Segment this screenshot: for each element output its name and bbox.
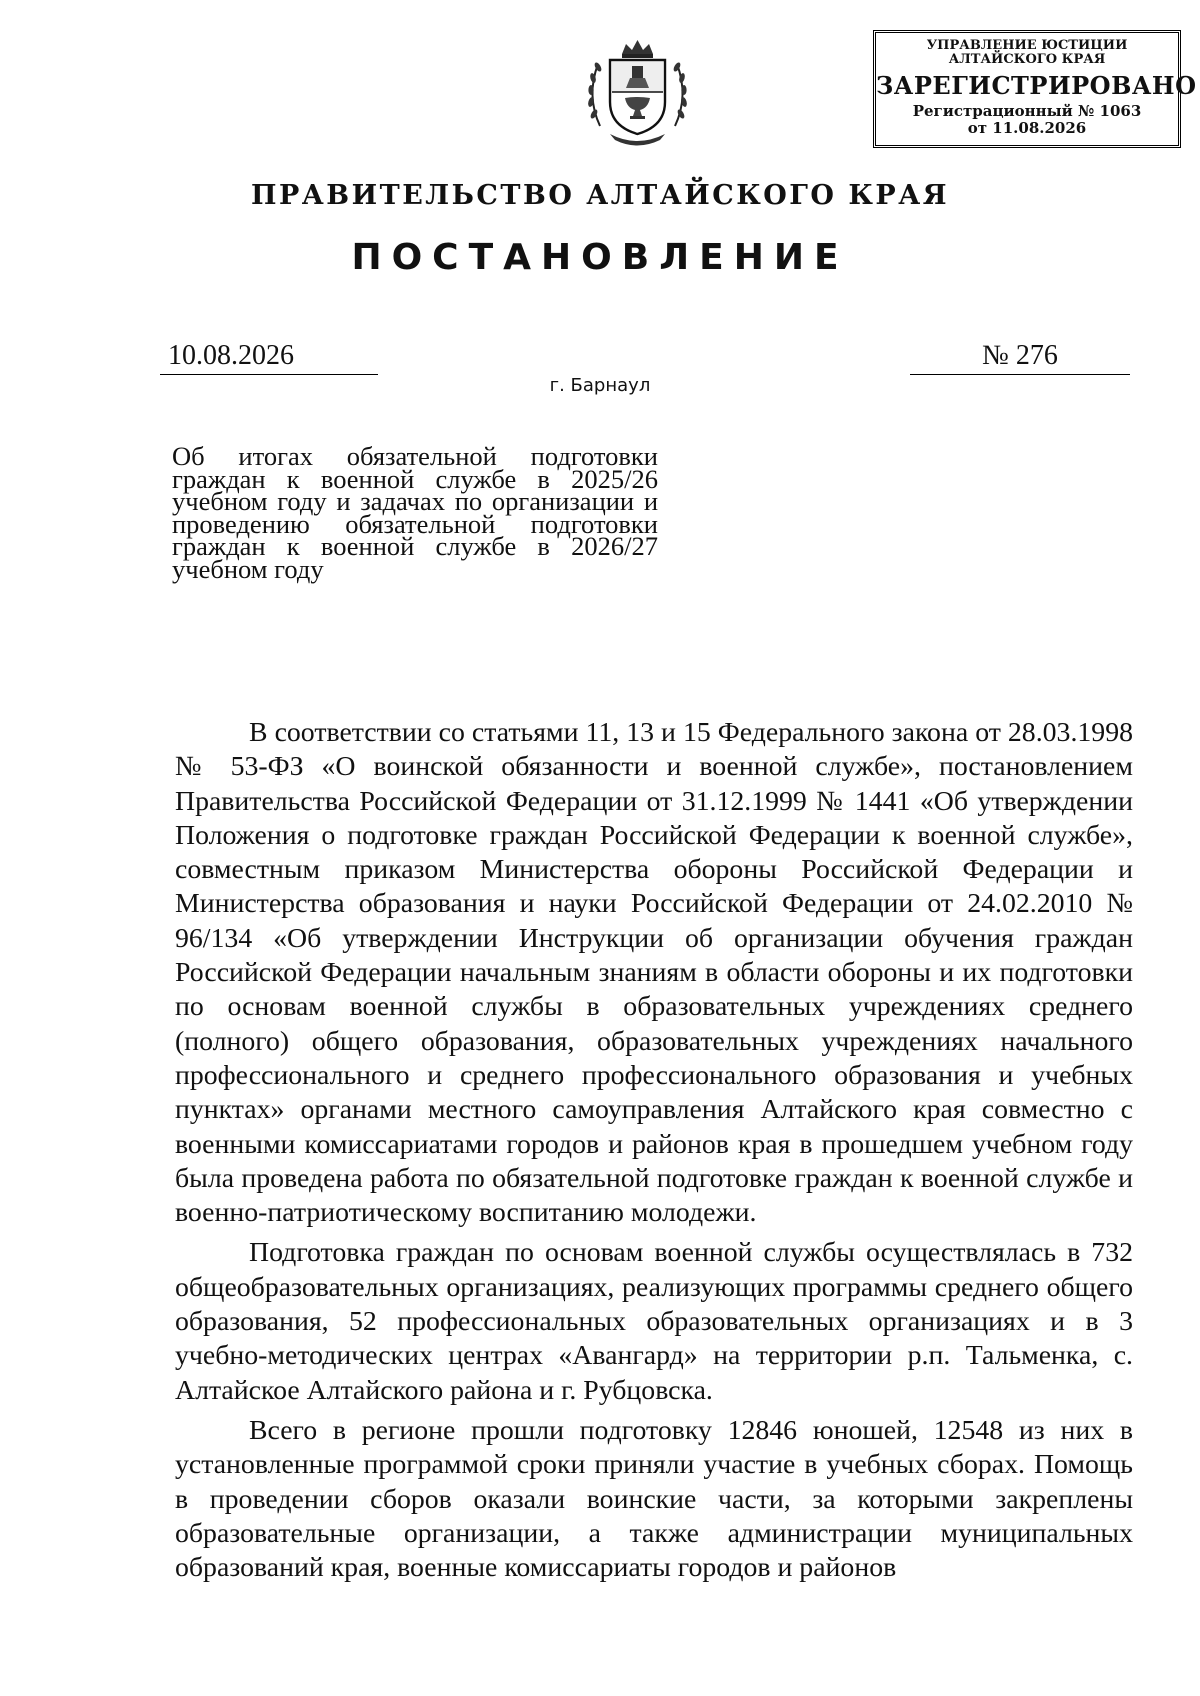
body-paragraph: Подготовка граждан по основам военной службы осуществлялась в 732 общеобразовательных организациях, реализующих программы среднего общего образования, 52 профессиональных образовательных организациях и в 3 учебно-методических центрах «Авангард» на территории р.п. Тальменка, с. Алтайское Алтайского района и г. Рубцовска.	[175, 1237, 1133, 1406]
stamp-authority-line1: УПРАВЛЕНИЕ ЮСТИЦИИ	[926, 38, 1128, 53]
body-paragraph: В соответствии со статьями 11, 13 и 15 Федерального закона от 28.03.1998 № 53-ФЗ «О воинской обязанности и военной службе», постановлением Правительства Российской Федерации от 31.12.1999 № 1441 «Об утверждении Положения о подготовке граждан Российской Федерации к военной службе», совместным приказом Министерства обороны Российской Федерации и Министерства образования и науки Российской Федерации от 24.02.2010 № 96/134 «Об утверждении Инструкции об организации обучения граждан Российской Федерации начальным знаниям в области обороны и их подготовки по основам военной службы в образовательных учреждениях среднего (полного) общего образования, образовательных учреждениях начального профессионального и среднего профессионального образования и учебных пунктах» органами местного самоуправления Алтайского края совместно с военными комиссариатами городов и районов края в прошедшем учебном году была проведена работа по обязательной подготовке граждан к военной службе и военно-патриотическому воспитанию молодежи.	[175, 717, 1133, 1229]
stamp-authority-line2: АЛТАЙСКОГО КРАЯ	[948, 52, 1106, 67]
document-subject: Об итогах обязательной подготовки граждан к военной службе в 2025/26 учебном году и задачах по организации и проведению обязательной подготовки граждан к военной службе в 2026/27 учебном году	[172, 441, 658, 584]
government-title: ПРАВИТЕЛЬСТВО АЛТАЙСКОГО КРАЯ	[250, 180, 950, 211]
document-body	[175, 716, 1133, 1591]
document-date: 10.08.2026	[160, 340, 378, 375]
stamp-registration-date: от 11.08.2026	[967, 119, 1087, 137]
registration-stamp	[873, 30, 1197, 148]
coat-of-arms-emblem	[580, 36, 695, 151]
document-number: № 276	[910, 340, 1130, 375]
body-paragraph: Всего в регионе прошли подготовку 12846 юношей, 12548 из них в установленные программой сроки приняли участие в учебных сборах. Помощь в проведении сборов оказали воинские части, за которыми закреплены образовательные организации, а также администрации муниципальных образований края, военные комиссариаты городов и районов	[175, 1414, 1133, 1584]
document-city: г. Барнаул	[549, 375, 651, 396]
stamp-registration-number: Регистрационный № 1063	[912, 102, 1142, 120]
document-type-title: ПОСТАНОВЛЕНИЕ	[351, 237, 849, 278]
stamp-status: ЗАРЕГИСТРИРОВАНО	[876, 71, 1197, 100]
